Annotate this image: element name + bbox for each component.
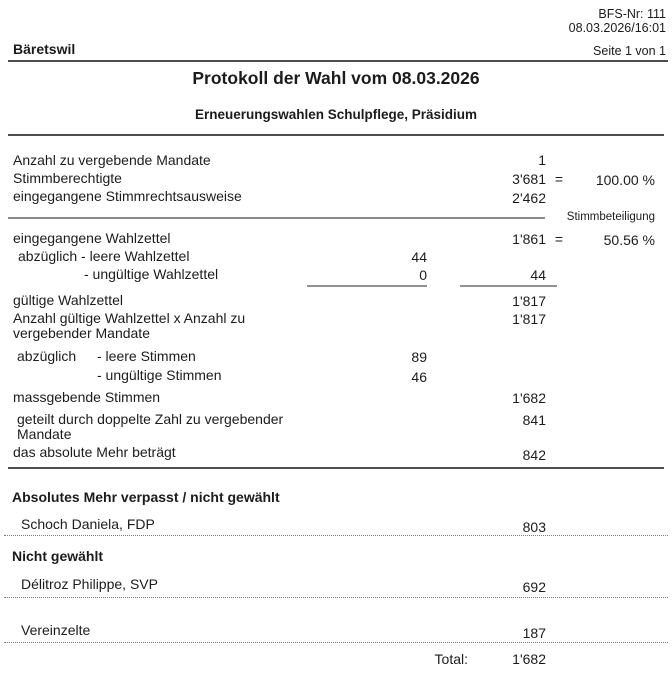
less-blank-ballots-label: abzüglich - leere Wahlzettel [18,248,190,264]
valid-x-mandates-value: 1'817 [512,311,546,327]
header-page-number: Seite 1 von 1 [593,44,666,58]
document-subtitle: Erneuerungswahlen Schulpflege, Präsidium [194,107,478,122]
less-blank-ballots-value: 44 [411,249,427,265]
divided-label-line2: Mandate [17,426,72,442]
less-invalid-ballots-value: 0 [419,267,427,283]
candidate-votes: 803 [522,519,546,535]
total-label: Total: [434,651,468,667]
less-blank-votes-value: 89 [411,349,427,365]
received-ballots-label: eingegangene Wahlzettel [13,230,171,246]
scattered-votes-label: Vereinzelte [21,622,91,638]
less-votes-prefix: abzüglich [17,348,77,364]
voting-cards-label: eingegangene Stimmrechtsausweise [13,188,242,204]
participation-label: Stimmbeteiligung [566,211,655,223]
less-invalid-votes-label: - ungültige Stimmen [97,367,222,383]
subtitle-divider [8,134,664,136]
candidate-votes: 692 [522,579,546,595]
section-missed-majority-title: Absolutes Mehr verpasst / nicht gewählt [12,489,280,505]
participation-divider [8,217,545,219]
mandates-label: Anzahl zu vergebende Mandate [13,152,211,168]
divided-label-line1: geteilt durch doppelte Zahl zu vergebender [17,411,284,427]
stats-bottom-divider [8,467,664,469]
eligible-voters-value: 3'681 [512,171,546,187]
participation-percentage: 50.56 % [603,232,655,248]
candidate-dotted-divider [4,597,668,598]
ballots-equals-sign: = [554,231,564,247]
candidate-dotted-divider [4,535,668,536]
scattered-votes-value: 187 [522,625,546,641]
header-bfs-number: BFS-Nr: 111 [598,7,666,21]
received-ballots-value: 1'861 [512,231,546,247]
absolute-majority-label: das absolute Mehr beträgt [13,444,176,460]
value-column-sum-line [460,285,557,287]
header-divider [8,60,668,62]
eligible-voters-label: Stimmberechtigte [13,170,122,186]
scattered-dotted-divider [4,642,668,643]
divided-value: 841 [522,412,546,428]
header-datetime: 08.03.2026/16:01 [568,21,666,35]
valid-x-mandates-label-line2: vergebender Mandate [13,325,150,341]
valid-ballots-label: gültige Wahlzettel [13,292,123,308]
valid-ballots-value: 1'817 [512,293,546,309]
section-not-elected-title: Nicht gewählt [12,548,104,564]
candidate-name: Schoch Daniela, FDP [21,516,155,532]
document-title: Protokoll der Wahl vom 08.03.2026 [192,68,480,88]
decisive-votes-value: 1'682 [512,390,546,406]
valid-x-mandates-label-line1: Anzahl gültige Wahlzettel x Anzahl zu [13,310,246,326]
less-invalid-ballots-label: - ungültige Wahlzettel [84,266,219,282]
eligible-percentage: 100.00 % [595,172,655,188]
total-value: 1'682 [512,651,546,667]
absolute-majority-value: 842 [522,447,546,463]
mandates-value: 1 [538,152,546,168]
less-invalid-votes-value: 46 [411,369,427,385]
eligible-equals-sign: = [554,171,564,187]
municipality-name: Bäretswil [13,41,76,57]
less-blank-votes-label: - leere Stimmen [97,348,196,364]
less-ballots-sum-value: 44 [530,267,546,283]
voting-cards-value: 2'462 [512,190,546,206]
mid-column-sum-line [307,285,427,287]
candidate-name: Délitroz Philippe, SVP [21,576,158,592]
decisive-votes-label: massgebende Stimmen [13,389,161,405]
